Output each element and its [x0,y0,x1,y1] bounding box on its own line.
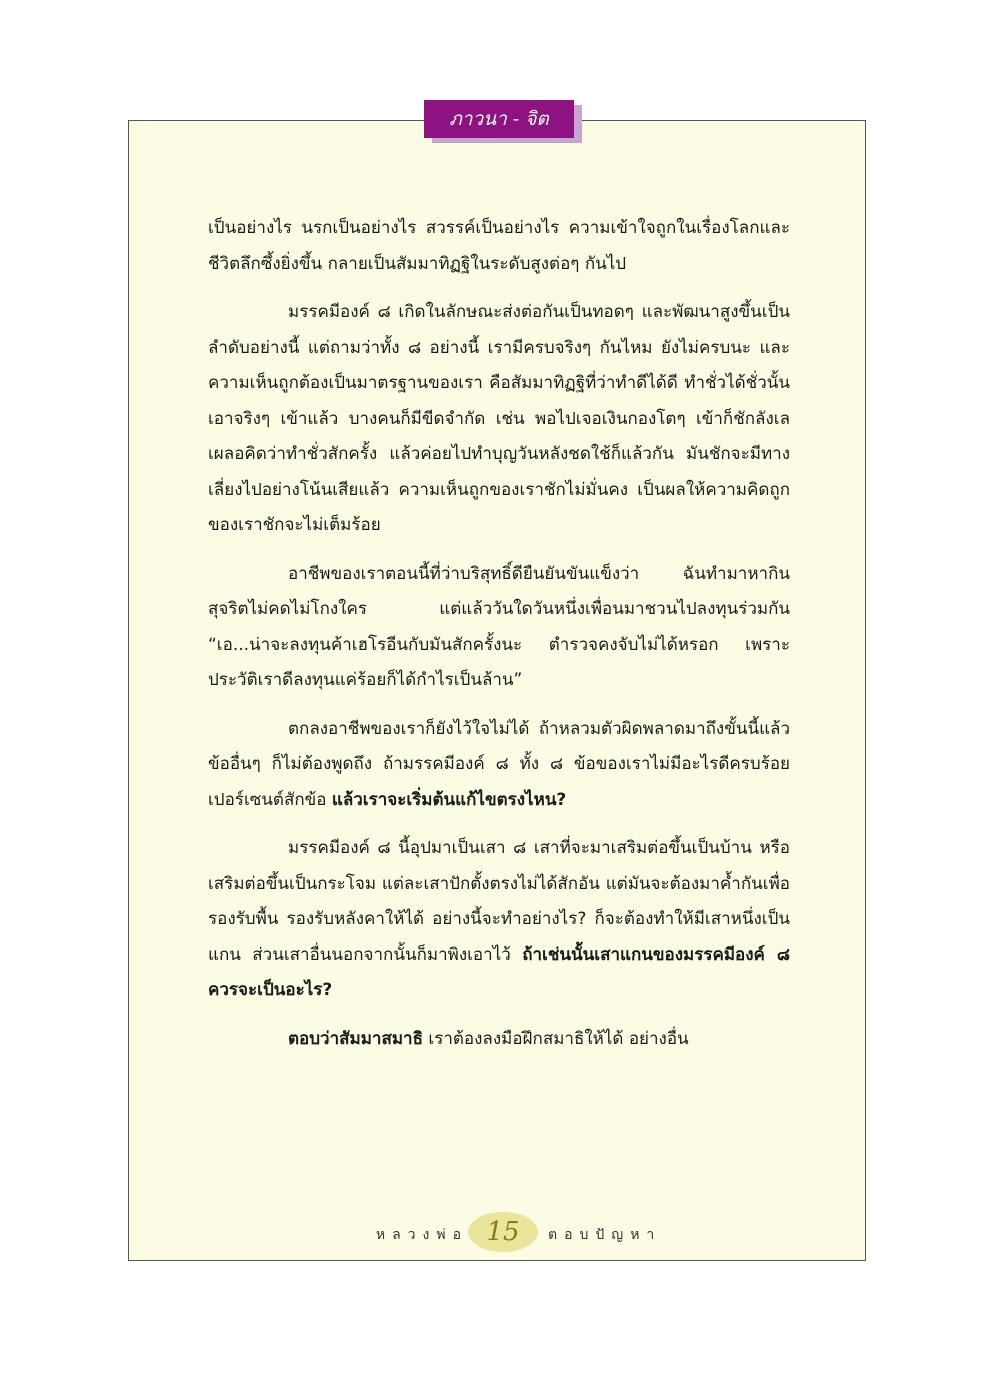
section-title-tab: ภาวนา - จิต [424,100,574,138]
paragraph-4-text: ตกลงอาชีพของเราก็ยังไว้ใจไม่ได้ ถ้าหลวมตัวผิดพลาดมาถึงขั้นนี้แล้ว ข้ออื่นๆ ก็ไม่ต้องพูดถึง ถ้ามรรคมีองค์ ๘ ทั้ง ๘ ข้อของเราไม่มีอะไรดีครบร้อยเปอร์เซนต์สักข้อ [208,718,790,810]
paragraph-5-text: มรรคมีองค์ ๘ นี้อุปมาเป็นเสา ๘ เสาที่จะมาเสริมต่อขึ้นเป็นบ้าน หรือเสริมต่อขึ้นเป็นกระโจม แต่ละเสาปักตั้งตรงไม่ได้สักอัน แต่มันจะต้องมาค้ำกันเพื่อรองรับพื้น รองรับหลังคาให้ได้ อย่างนี้จะทำอย่างไร? ก็จะต้องทำให้มีเสาหนึ่งเป็นแกน ส่วนเสาอื่นนอกจากนั้นก็มาพิงเอาไว้ [208,838,790,965]
paragraph-6-text: เราต้องลงมือฝึกสมาธิให้ได้ อย่างอื่น [422,1028,689,1049]
paragraph-4 [208,712,790,819]
paragraph-6-answer: ตอบว่าสัมมาสมาธิ [288,1028,423,1049]
paragraph-5-question: ถ้าเช่นนั้นเสาแกนของมรรคมีองค์ ๘ ควรจะเป็นอะไร? [208,944,790,1000]
footer-right-text: ตอบปัญหา [548,1227,662,1243]
paragraph-3: อาชีพของเราตอนนี้ที่ว่าบริสุทธิ์ดียืนยันขันแข็งว่า ฉันทำมาหากินสุจริตไม่คดไม่โกงใคร แต่แล้ววันใดวันหนึ่งเพื่อนมาชวนไปลงทุนร่วมกัน “เอ...น่าจะลงทุนค้าเฮโรอีนกับมันสักครั้งนะ ตำรวจคงจับไม่ได้หรอก เพราะประวัติเราดีลงทุนแค่ร้อยก็ได้กำไรเป็นล้าน” [208,563,790,690]
paragraph-2: มรรคมีองค์ ๘ เกิดในลักษณะส่งต่อกันเป็นทอดๆ และพัฒนาสูงขึ้นเป็นลำดับอย่างนี้ แต่ถามว่าทั้ง ๘ อย่างนี้ เรามีครบจริงๆ กันไหม ยังไม่ครบนะ และความเห็นถูกต้องเป็นมาตรฐานของเรา คือสัมมาทิฏฐิที่ว่าทำดีได้ดี ทำชั่วได้ชั่วนั้น เอาจริงๆ เข้าแล้ว บางคนก็มีขีดจำกัด เช่น พอไปเจอเงินกองโตๆ เข้าก็ชักลังเล เผลอคิดว่าทำชั่วสักครั้ง แล้วค่อยไปทำบุญวันหลังชดใช้ก็แล้วกัน มันชักจะมีทางเลี่ยงไปอย่างโน้นเสียแล้ว ความเห็นถูกของเราชักไม่มั่นคง เป็นผลให้ความคิดถูกของเราชักจะไม่เต็มร้อย [208,302,790,535]
paragraph-4-question: แล้วเราจะเริ่มต้นแก้ไขตรงไหน? [331,789,567,810]
paragraph-1: เป็นอย่างไร นรกเป็นอย่างไร สวรรค์เป็นอย่างไร ความเข้าใจถูกในเรื่องโลกและชีวิตลึกซึ้งยิ่งขึ้น กลายเป็นสัมมาทิฏฐิในระดับสูงต่อๆ กันไป [208,218,790,274]
footer-left-text: หลวงพ่อ [375,1227,468,1243]
page-number-badge: 15 [468,1212,538,1252]
body-text [208,211,790,1057]
paragraph-5 [208,831,790,1009]
page-footer [300,1212,700,1254]
paragraph-6 [208,1022,790,1058]
